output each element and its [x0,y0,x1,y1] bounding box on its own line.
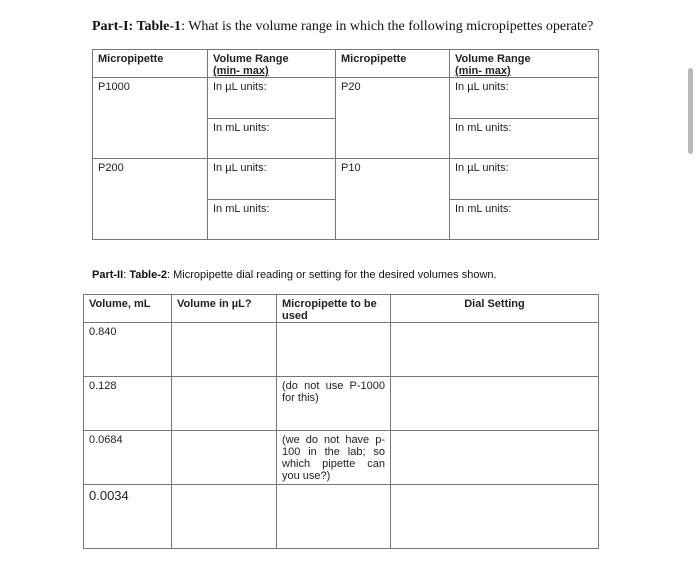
answer-cell[interactable] [450,159,599,200]
answer-cell[interactable] [172,431,277,485]
header-pipette-to-use-cont: used [282,310,308,322]
vertical-scrollbar[interactable] [688,68,693,154]
answer-cell[interactable] [391,323,599,377]
answer-cell[interactable] [277,323,391,377]
ml-units-label: In mL units: [455,122,512,134]
header-volume-range: Volume Range [213,53,289,65]
table-row [93,159,599,200]
part1-heading-text: : What is the volume range in which the following micropipettes operate? [181,19,594,34]
part1-heading [92,19,593,35]
ml-units-label: In mL units: [213,122,270,134]
pipette-name: P200 [98,162,124,174]
volume-cell [84,485,172,549]
volume-value: 0.0684 [89,434,123,446]
answer-cell[interactable] [391,431,599,485]
answer-cell[interactable] [277,377,391,431]
table-row [84,485,599,549]
volume-value: 0.840 [89,326,117,338]
table-2-header-cell [84,295,172,323]
table-1-header-cell [93,50,208,78]
part2-heading-text: : Micropipette dial reading or setting for the desired volumes shown. [167,269,497,281]
header-dial-setting: Dial Setting [464,298,525,310]
pipette-note [277,323,390,326]
part1-heading-bold: Part-I: Table-1 [92,19,182,34]
volume-cell [84,377,172,431]
header-volume-ul: Volume in µL? [177,298,252,310]
table-row [84,323,599,377]
ul-units-label: In µL units: [213,162,267,174]
answer-cell[interactable] [208,119,336,159]
table-2-header-cell [172,295,277,323]
answer-cell[interactable] [208,159,336,200]
pipette-note: (do not use P-1000 for this) [282,380,385,404]
pipette-note: (we do not have p-100 in the lab; so which pipette can you use?) [282,434,385,482]
table-row [93,78,599,119]
answer-cell[interactable] [208,200,336,240]
volume-value: 0.0034 [89,488,129,503]
table-2-header-cell [277,295,391,323]
pipette-cell [336,78,450,159]
answer-cell[interactable] [391,377,599,431]
table-1-header-row [93,50,599,78]
table-2 [83,294,599,549]
pipette-name: P20 [341,81,361,93]
ul-units-label: In µL units: [455,162,509,174]
answer-cell[interactable] [208,78,336,119]
header-volume-ml: Volume, mL [89,298,151,310]
header-min-max: (min- max) [213,65,269,77]
part2-heading-sep: : [123,269,130,281]
answer-cell[interactable] [172,485,277,549]
pipette-note [277,485,390,488]
answer-cell[interactable] [172,377,277,431]
pipette-cell [93,78,208,159]
part2-heading [92,269,497,281]
answer-cell[interactable] [391,485,599,549]
table-1 [92,49,599,240]
pipette-cell [336,159,450,240]
header-micropipette: Micropipette [341,53,407,65]
header-pipette-to-use: Micropipette to be [282,298,377,310]
volume-cell [84,431,172,485]
table-1-header-cell [450,50,599,78]
header-micropipette: Micropipette [98,53,164,65]
table-row [84,431,599,485]
answer-cell[interactable] [277,431,391,485]
ml-units-label: In mL units: [213,203,270,215]
pipette-name: P1000 [98,81,130,93]
header-min-max: (min- max) [455,65,511,77]
ul-units-label: In µL units: [455,81,509,93]
table-1-header-cell [208,50,336,78]
part2-heading-bold-b: Table-2 [129,269,168,281]
answer-cell[interactable] [450,78,599,119]
pipette-cell [93,159,208,240]
part2-heading-bold-a: Part-II [92,269,124,281]
table-2-header-cell [391,295,599,323]
ml-units-label: In mL units: [455,203,512,215]
pipette-name: P10 [341,162,361,174]
answer-cell[interactable] [450,200,599,240]
volume-cell [84,323,172,377]
volume-value: 0.128 [89,380,117,392]
table-1-header-cell [336,50,450,78]
answer-cell[interactable] [172,323,277,377]
ul-units-label: In µL units: [213,81,267,93]
answer-cell[interactable] [450,119,599,159]
answer-cell[interactable] [277,485,391,549]
table-row [84,377,599,431]
header-volume-range: Volume Range [455,53,531,65]
table-2-header-row [84,295,599,323]
